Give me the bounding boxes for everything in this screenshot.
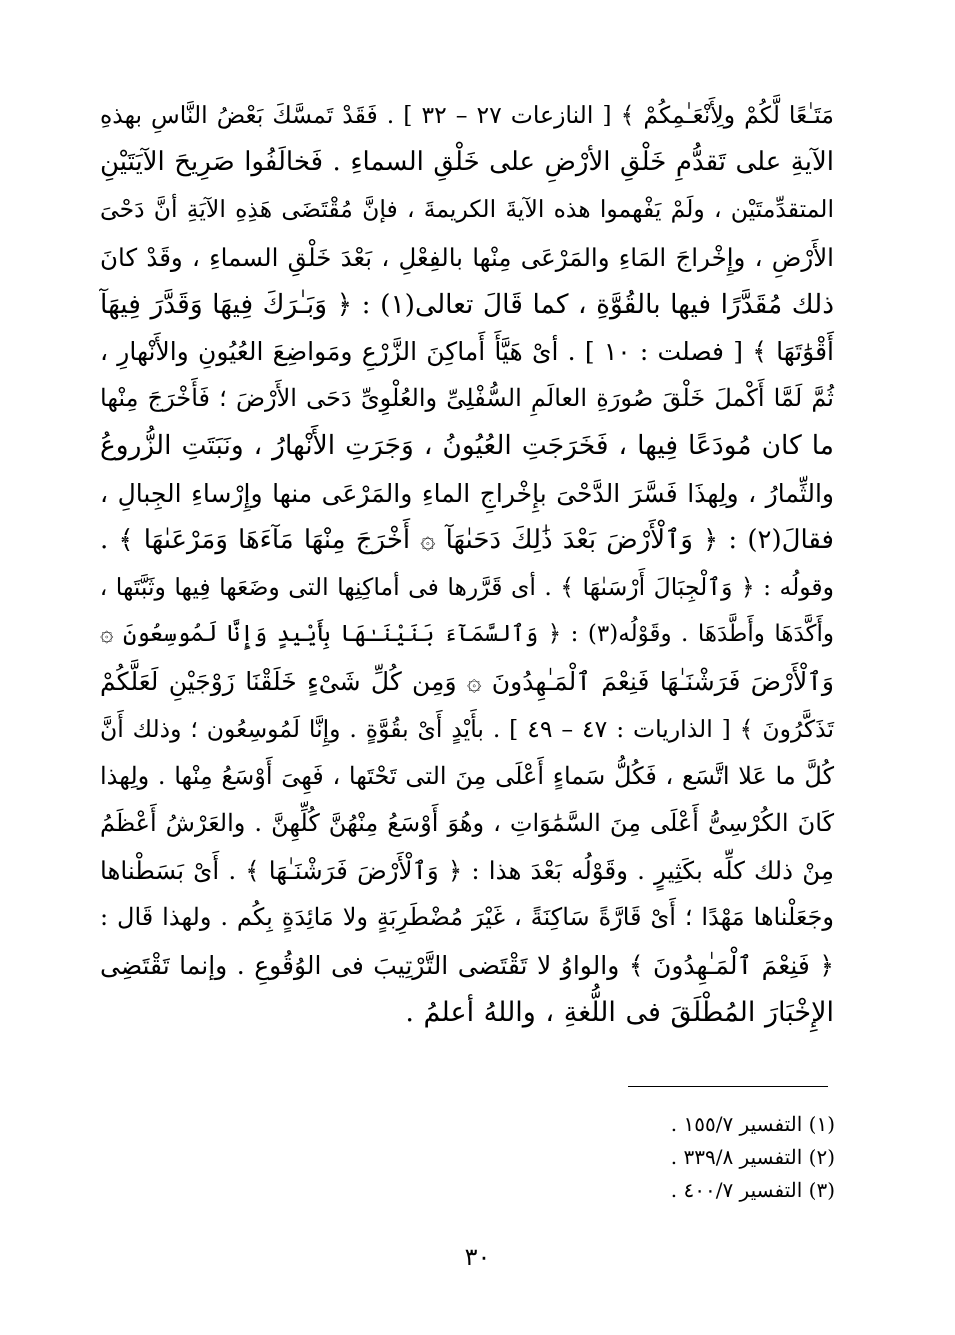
text-line: ثُمَّ لَمَّا أَكْملَ خَلْقَ صُورَةِ العالَمِ السُّفْلِىِّ والعُلْوِىِّ دَحَى الأَرْضَ ؛ فَأَخْرَجَ مِنْها [100, 384, 834, 413]
text-line: وأَكَّدَهَا وأَطَّدَهَا . وقَوْلُه(٣) : ﴿ وَٱلسَّمَآءَ بَنَيْنَـٰهَا بِأَيْيدٍ وَإِنَّا لَمُوسِعُونَ ۞ [100, 621, 834, 648]
text-line: مِنْ ذلك كلِّه بكَثِيرٍ . وقَوْلُه بَعْدَ هذا : ﴿ وَٱلْأَرْضَ فَرَشْنَـٰهَا ﴾ . أَىْ بَسَطْناها [100, 856, 834, 886]
text-line: مَتَـٰعًا لَّكُمْ ولِأَنْعَـٰمِكُمْ ﴾ [ النازعات ٢٧ – ٣٢ ] . فَقَدْ تَمسَّكَ بَعْضُ النَّاسِ بهذهِ [100, 101, 834, 129]
text-line: الآيةِ على تَقدُّمِ خَلْقِ الأرْضِ على خَلْقِ السماءِ . فَخالَفُوا صَرِيحَ الآيَتَيْنِ [100, 147, 835, 178]
text-line: ما كان مُودَعًا فِيها ، فَخَرَجَتِ العُيُونُ ، وَجَرَتِ الأَنْهارُ ، ونَبَتَتِ الزُّروعُ [100, 430, 834, 462]
text-line: أَقْوَٰتَهَا ﴾ [ فصلت : ١٠ ] . أىْ هَيَّأَ أَماكِنَ الزَّرْعِ ومَواضِعَ العُيُونِ والأَنْهارِ ، [100, 337, 834, 367]
footnote-item: (٣) التفسير ٤٠٠/٧ . [670, 1178, 835, 1202]
page-number: ٣٠ [464, 1243, 491, 1271]
text-line: والثِّمارُ ، ولِهذَا فَسَّرَ الدَّحْىَ بإِخْراجِ الماءِ والمَرْعَى منها وإِرْساءِ الجِبالِ ، [100, 478, 834, 508]
text-line: الأَرْضِ ، وإِخْراجَ المَاءِ والمَرْعَى مِنْها بالفِعْلِ ، بَعْدَ خَلْقِ السماءِ ، وقَدْ كانَ [100, 242, 834, 272]
text-line: وَٱلْأَرْضَ فَرَشْنَـٰهَا فَنِعْمَ ٱلْمَـٰهِدُونَ ۞ وَمِن كُلِّ شَىْءٍ خَلَقْنَا زَوْجَيْنِ لَعَلَّكُمْ [100, 667, 834, 697]
text-line: المتقدِّمتَيْن ، ولَمْ يَفْهموا هذه الآيةَ الكريمةَ ، فإنَّ مُقْتَضَى هَذِهِ الآيَةِ أنَّ دَحْىَ [100, 195, 834, 224]
footnotes [671, 1108, 835, 1207]
text-line: ذلك مُقَدَّرًا فيها بالقُوَّةِ ، كما قَالَ تعالى(١) : ﴿ وَبَـٰرَكَ فِيهَا وَقَدَّرَ فِيهَآ [100, 288, 834, 320]
text-line: الإِخْبَارَ المُطْلَقَ فى اللُّغةِ ، واللهُ أعلمُ . [405, 996, 834, 1028]
text-line: فقالَ(٢) : ﴿ وَٱلْأَرْضَ بَعْدَ ذَٰلِكَ دَحَىٰهَآ ۞ أَخْرَجَ مِنْهَا مَآءَهَا وَمَرْعَىٰهَا ﴾ . [100, 524, 834, 555]
footnote-item: (١) التفسير ١٥٥/٧ . [670, 1112, 835, 1136]
footnote-item: (٢) التفسير ٣٣٩/٨ . [670, 1145, 835, 1169]
text-line: كَانَ الكُرْسِىُّ أَعْلَى مِنَ السَّمَٰوَاتِ ، وهُوَ أَوْسَعُ مِنْهُنَّ كُلِّهِنَّ . والعَرْشُ أَعْظَمُ [100, 809, 834, 838]
text-line: ﴿ فَنِعْمَ ٱلْمَـٰهِدُونَ ﴾ والواوُ لا تَقْتَضى التَّرْتِيبَ فى الوُقُوعِ . وإنما تَقْتَضِى [100, 950, 834, 980]
text-line: تَذَكَّرُونَ ﴾ [ الذاريات : ٤٧ – ٤٩ ] . بأَيْدٍ أَىْ بقُوَّةٍ . وإِنَّا لَمُوسِعُون ؛ وذلك أَنَّ [100, 714, 834, 743]
text-line: كُلَّ ما عَلا اتَّسَع ، فَكُلُّ سَماءٍ أَعْلَى مِنَ التى تَحْتَها ، فَهِىَ أَوْسَعُ مِنْها . ولِهذا [100, 761, 834, 790]
text-line: وقولُه : ﴿ وَٱلْجِبَالَ أَرْسَىٰهَا ﴾ . أى قَرَّرها فى أماكِنِها التى وضَعَها فِيها وثَبَّتَها ، [99, 573, 834, 602]
footnote-divider [628, 1086, 828, 1087]
main-text [100, 92, 834, 1036]
text-line: وجَعَلْناها مَهْدًا ؛ أَىْ قَارَّةً سَاكِنَةً ، غَيْرَ مُضْطَرِبَةٍ ولا مَائِدَةٍ بِكُم . ولهذا قَال : [100, 903, 835, 932]
